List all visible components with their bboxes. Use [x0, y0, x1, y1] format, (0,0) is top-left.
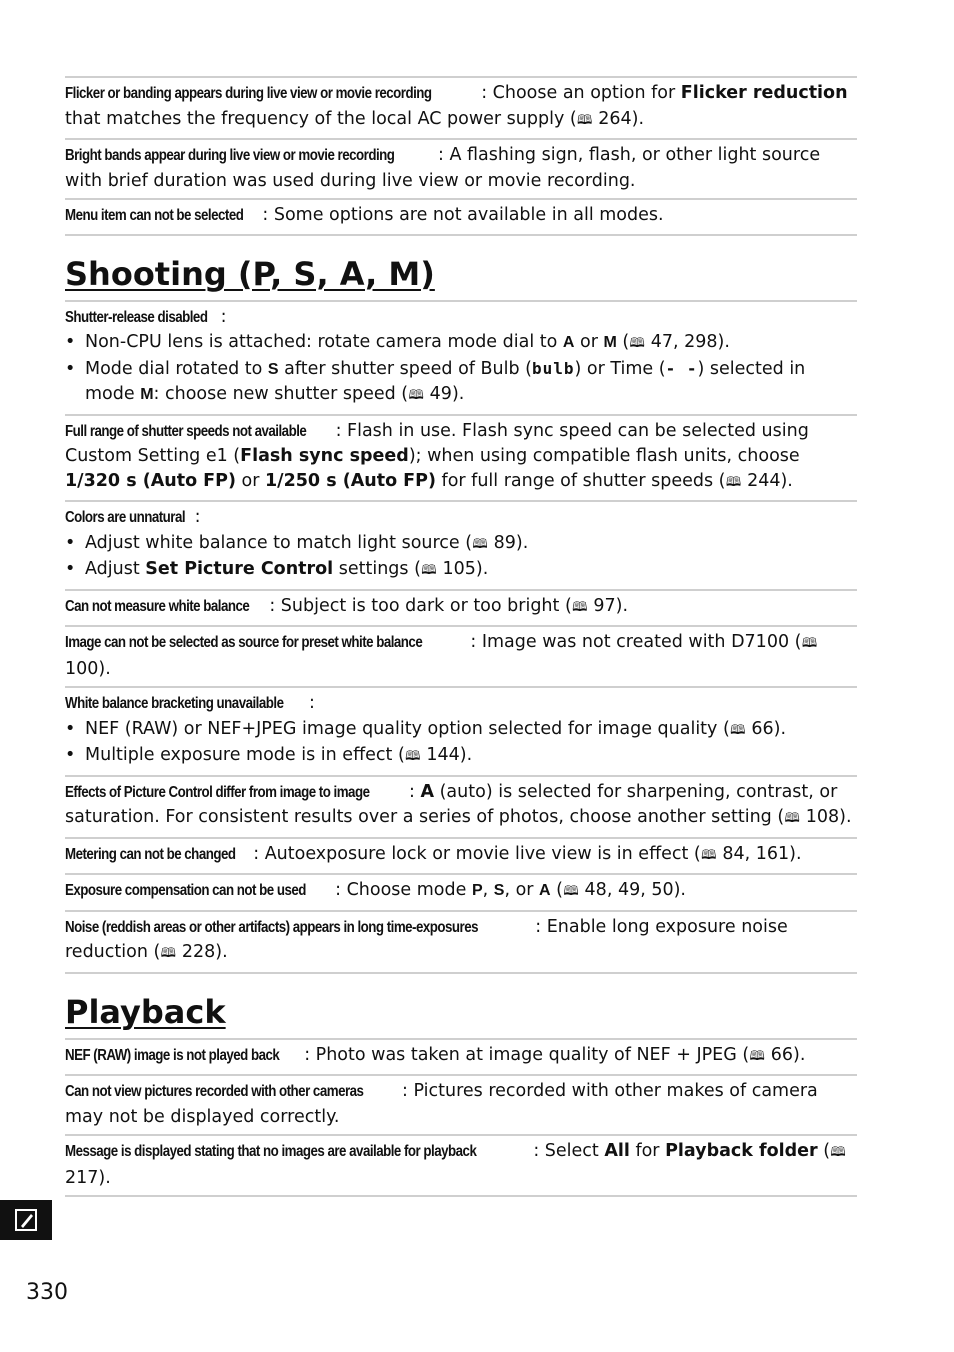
text-span: settings ( [333, 559, 421, 579]
text-span: : Photo was taken at image quality of NEF + JPEG ( [304, 1044, 750, 1065]
text-span: that matches the frequency of the local AC power supply ( [65, 108, 577, 129]
entry-full-range [65, 414, 857, 501]
text-span: 1/250 s (Auto FP) [265, 470, 436, 491]
text-span: : choose new shutter speed ( [153, 384, 409, 404]
text-span: for [629, 1141, 666, 1161]
section-heading-shooting: Shooting (P, S, A, M) [65, 254, 435, 293]
text-span: : [409, 781, 421, 802]
page-number: 330 [26, 1280, 68, 1305]
text-span: Flicker reduction [680, 83, 848, 103]
text-span: 144). [420, 745, 473, 765]
entry-label: Exposure compensation can not be used [65, 882, 306, 899]
text-span: 108). [800, 807, 852, 827]
list-item [65, 717, 857, 744]
text-span: ); when using compatible flash units, choose [408, 446, 800, 466]
entry-label: Bright bands appear during live view or movie recording [65, 147, 395, 164]
book-icon: 🕮 [784, 811, 800, 826]
book-icon: 🕮 [830, 1145, 846, 1160]
entry-shutter-release [65, 302, 857, 414]
book-icon: 🕮 [701, 847, 717, 863]
troubleshooting-tab [0, 1200, 52, 1240]
book-icon: 🕮 [421, 563, 437, 578]
entry-label: Image can not be selected as source for preset white balance [65, 634, 423, 651]
entry-colors [65, 500, 857, 589]
entry-picture-control [65, 775, 857, 837]
bullet-list [65, 531, 857, 584]
playback-heading-wrap [65, 988, 857, 1040]
bullet-list [65, 330, 857, 409]
text-span: Playback folder [665, 1141, 818, 1161]
book-icon: 🕮 [801, 636, 818, 651]
entry-no-images [65, 1134, 857, 1197]
entry-bright-bands [65, 138, 857, 198]
text-span: : Image was not created with D7100 ( [470, 632, 802, 652]
entry-metering [65, 837, 857, 874]
book-icon: 🕮 [563, 884, 579, 899]
list-item [65, 330, 857, 357]
text-span: for full range of shutter speeds ( [435, 470, 726, 491]
text-span: or [235, 470, 265, 491]
text-span: Multiple exposure mode is in effect ( [85, 745, 405, 765]
text-span: 47, 298). [645, 332, 730, 352]
text-span: ( [550, 880, 563, 900]
text-span: : [309, 693, 315, 713]
text-span: 100). [65, 658, 111, 679]
text-span: Adjust [85, 559, 146, 579]
book-icon: 🕮 [160, 946, 176, 961]
list-item [65, 743, 857, 770]
text-span: : [220, 306, 227, 327]
entry-measure-wb [65, 589, 857, 626]
text-span: : [194, 507, 201, 527]
text-span: ) or Time ( [574, 358, 666, 379]
list-item [65, 531, 857, 558]
lcd-bulb: bulb [531, 358, 575, 378]
text-span: ) selected in mode [85, 358, 806, 404]
section-heading-playback: Playback [65, 992, 226, 1031]
troubleshooting-icon [13, 1207, 39, 1233]
text-span: P [471, 882, 483, 899]
text-span: All [604, 1141, 630, 1161]
entry-wb-bracketing [65, 686, 857, 775]
text-span: A [420, 781, 435, 802]
text-span: 264). [592, 108, 645, 129]
book-icon: 🕮 [572, 599, 588, 615]
text-span: Adjust white balance to match light source ( [85, 532, 473, 553]
text-span: Set Picture Control [145, 559, 334, 579]
text-span: 84, 161). [716, 843, 802, 864]
text-span: ( [616, 332, 630, 352]
text-span: : Select [533, 1141, 605, 1161]
text-span: Mode dial rotated to [85, 358, 268, 379]
entry-label: Effects of Picture Control differ from image to image [65, 783, 370, 801]
entry-label: Menu item can not be selected [65, 207, 244, 224]
bullet-list [65, 717, 857, 770]
text-span: Non-CPU lens is attached: rotate camera mode dial to [85, 332, 563, 352]
book-icon: 🕮 [730, 722, 746, 738]
text-span: 89). [488, 532, 529, 553]
page-content [65, 76, 857, 1197]
book-icon: 🕮 [725, 474, 742, 490]
entry-label: Can not measure white balance [65, 597, 250, 615]
text-span: NEF (RAW) or NEF+JPEG image quality option selected for image quality ( [85, 718, 730, 739]
list-item [65, 357, 857, 409]
entry-noise [65, 910, 857, 974]
text-span: 48, 49, 50). [578, 880, 686, 900]
entry-nef-playback [65, 1040, 857, 1075]
text-span: Flash sync speed [240, 446, 409, 466]
text-span: 105). [436, 559, 489, 579]
entry-label: NEF (RAW) image is not played back [65, 1046, 280, 1064]
entry-label: Message is displayed stating that no images are available for playback [65, 1143, 477, 1160]
entry-other-cameras [65, 1074, 857, 1134]
entry-label: Can not view pictures recorded with other cameras [65, 1083, 364, 1100]
text-span: after shutter speed of Bulb ( [278, 358, 532, 379]
shooting-heading-wrap [65, 250, 857, 302]
text-span: A [539, 882, 551, 899]
text-span: ( [817, 1141, 831, 1161]
book-icon: 🕮 [472, 536, 488, 552]
text-span: M [140, 386, 154, 403]
text-span: 66). [765, 1044, 806, 1065]
text-span: 97). [587, 595, 629, 616]
book-icon: 🕮 [577, 112, 593, 128]
text-span: 1/320 s (Auto FP) [65, 470, 236, 491]
entry-label: Flicker or banding appears during live view or movie recording [65, 85, 432, 102]
text-span: 228). [176, 942, 228, 962]
text-span: A [562, 334, 575, 351]
entry-flicker [65, 76, 857, 138]
text-span: : Enable long exposure noise reduction ( [65, 916, 788, 962]
text-span: : Subject is too dark or too bright ( [269, 595, 572, 616]
text-span: S [493, 882, 505, 899]
entry-label: Noise (reddish areas or other artifacts) appears in long time-exposures [65, 918, 479, 936]
text-span: : Autoexposure lock or movie live view is in effect ( [253, 843, 701, 864]
text-span: S [267, 360, 279, 378]
book-icon: 🕮 [749, 1048, 765, 1064]
book-icon: 🕮 [408, 388, 424, 403]
text-span: , [482, 880, 494, 900]
list-item [65, 557, 857, 584]
entry-label: Metering can not be changed [65, 845, 236, 863]
text-span: : Flash in use. Flash sync speed can be selected using Custom Setting e1 ( [65, 420, 809, 466]
entry-menu-item [65, 198, 857, 236]
text-span: 66). [745, 718, 787, 739]
entry-exposure-comp [65, 873, 857, 910]
text-span: (auto) is selected for sharpening, contrast, or saturation. For consistent results over a series of photos, choose another setting ( [65, 781, 838, 827]
book-icon: 🕮 [405, 749, 421, 764]
text-span: 244). [741, 470, 793, 491]
text-span: : Some options are not available in all modes. [262, 205, 664, 225]
entry-preset-wb [65, 625, 857, 686]
text-span: : Choose mode [335, 880, 472, 900]
text-span: : Choose an option for [481, 83, 681, 103]
entry-label: Colors are unnatural [65, 509, 186, 526]
text-span: : A flashing sign, flash, or other light source with brief duration was used during live view or movie recording. [65, 145, 821, 191]
lcd-time: - - [665, 358, 698, 378]
book-icon: 🕮 [629, 336, 645, 351]
text-span: or [574, 332, 604, 352]
entry-label: White balance bracketing unavailable [65, 695, 284, 712]
text-span: M [603, 334, 617, 351]
entry-label: Full range of shutter speeds not available [65, 422, 307, 440]
text-span: 49). [424, 384, 465, 404]
text-span: : Pictures recorded with other makes of camera may not be displayed correctly. [65, 1081, 818, 1127]
text-span: , or [504, 880, 540, 900]
entry-label: Shutter-release disabled [65, 308, 208, 326]
text-span: 217). [65, 1167, 111, 1188]
